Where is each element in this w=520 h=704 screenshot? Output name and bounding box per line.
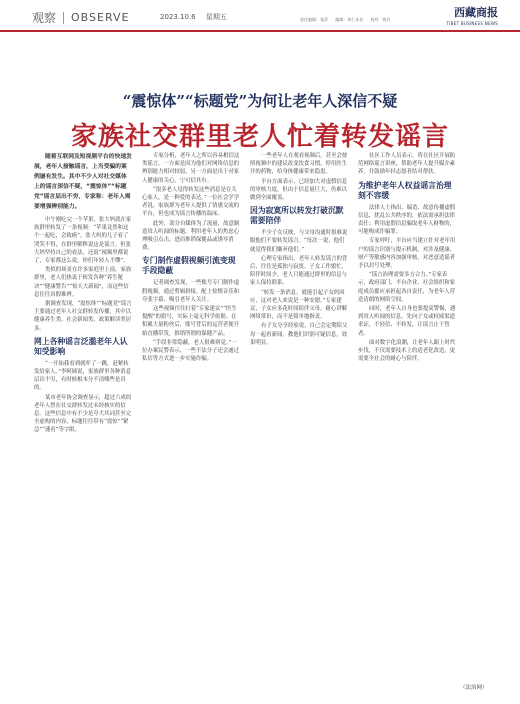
section-name-en: OBSERVE — [71, 11, 130, 24]
date-text: 2023.10.6 — [160, 13, 196, 21]
paragraph: “一开始我看到就吓了一跳，赶紧转发给家人。”李阿姨说，家族群里各种消息层出不穷，有时候根本分不清哪些是真的。 — [34, 360, 132, 392]
paragraph: 不少子女反映，与父母沟通时很难说服他们不要转发谣言。“每次一说，他们就觉得我们嫌弃他们。” — [250, 230, 348, 253]
paragraph: 法律人士指出，编造、故意传播虚假信息，扰乱公共秩序的，依法需承担法律责任；利用虚假信息骗取老年人财物的，可能构成诈骗罪。 — [358, 204, 456, 236]
section-label — [32, 9, 129, 26]
paragraph: 中午刚吃完一个苹果，张大妈就在家族群里转发了一条视频：“苹果竟然和这个一起吃，会致癌”。张大妈的儿子看了哭笑不得，在群里解释说这是谣言。但张大妈坚持自己的看法，还说“视频里都说了，专家都这么说，你们年轻人不懂”。 — [34, 217, 132, 265]
paragraph: 同时，老年人自身也要提高警惕，遇到耸人听闻的信息，先向子女或权威渠道求证，不轻信、不转发，让谣言止于智者。 — [358, 306, 456, 337]
paragraph: 心理专家指出，老年人转发谣言的背后，往往是孤独与寂寞。子女工作繁忙，陪伴时间少，老人只能通过群里的信息与家人保持联系。 — [250, 255, 348, 287]
header-divider — [63, 12, 64, 24]
text-column-1 — [34, 152, 132, 690]
text-column-3 — [250, 152, 348, 690]
paragraph: 一些老年人在观看视频后，甚至会按照视频中的建议改变饮食习惯，停用医生开的药物，给身体健康带来隐患。 — [250, 153, 348, 176]
section-heading: 因为寂寞所以转发打破沉默需要陪伴 — [250, 206, 344, 226]
article-subtitle: “震惊体”“标题党”为何让老年人深信不疑 — [122, 92, 398, 110]
issue-date — [160, 12, 235, 22]
paragraph: 某市老年协会调查显示，超过六成的老年人曾在社交群转发过未经核实的信息。这些信息中有不少是夸大其词甚至完全虚构的内容，标题往往带有“震惊”“紧急”“速看”等字眼。 — [34, 394, 132, 434]
editor-credit: 责任编辑：张萍 — [300, 17, 328, 22]
masthead-title: 西藏商报 — [454, 6, 498, 19]
masthead-subtitle: TIBET BUSINESS NEWS — [446, 21, 498, 26]
article-source: （法治网） — [460, 685, 488, 691]
article-intro: 随着互联网及短视频平台的快速发展，老年人接触谣言，上当受骗的案例屡有发生。其中不少人对社交媒体上的谣言深信不疑，“震惊体”“标题党”谣言层出不穷，专家称：老年人需要增强辨别能力。 — [34, 154, 132, 210]
paragraph: 面对数字化浪潮，让老年人跟上时代步伐，不仅需要技术上的适老化改造，更需要全社会的耐心与陪伴。 — [358, 339, 456, 363]
paragraph: 据调查发现，“震惊体”“标题党”谣言主要通过老年人社交群转发传播，其中以健康养生类、社会新闻类、政策解读类居多。 — [34, 301, 132, 332]
newspaper-masthead — [446, 4, 498, 26]
editor-credit: 编辑：邓仁本友 — [335, 17, 364, 22]
paragraph: 类似的场景在许多家庭里上演。家族群里，老人们热衷于转发各种“养生秘诀”“健康警告”“惊天大新闻”，而这些信息往往真假难辨。 — [34, 267, 132, 298]
paragraph: 社区工作人员表示，将在社区开展防范网络谣言讲座，帮助老年人提升媒介素养，并鼓励年轻志愿者结对帮扶。 — [358, 153, 456, 176]
paragraph: 这些视频往往打着“专家建议”“医生提醒”的旗号，实际上毫无科学依据。在积累大量粉丝后，账号背后的运营者便开始直播带货，推销所谓的保健产品。 — [142, 306, 240, 337]
paragraph: 此外，部分自媒体为了流量，故意制造耸人听闻的标题，利用老年人的焦虑心理吸引点击，进而推销保健品或诱导消费。 — [142, 220, 240, 252]
editor-credits — [300, 17, 397, 23]
editor-credit: 校对：陈丹 — [370, 17, 391, 22]
paragraph: “很多老人觉得转发这些消息是在关心家人，是一种爱的表达。”一位社会学学者说，家族群为老年人提供了情感交流的平台，但也成为谣言传播的温床。 — [142, 186, 240, 218]
section-heading: 网上各种谣言泛滥老年人认知受影响 — [34, 336, 128, 356]
paragraph: 记者调查发现，一些账号专门制作虚假视频，通过剪辑拼接、配上惊悚音乐和夸张字幕，吸引老年人关注。 — [142, 280, 240, 303]
article-headline: 家族社交群里老人忙着转发谣言 — [70, 122, 449, 152]
paragraph: 专家分析，老年人之所以容易相信这类谣言，一方面是因为他们对网络信息的辨别能力相对较弱，另一方面是出于对家人健康的关心，宁可信其有。 — [142, 153, 240, 184]
section-heading: 为维护老年人权益谣言治理刻不容缓 — [358, 180, 452, 200]
text-column-4 — [358, 152, 456, 690]
paragraph: “谣言治理需要多方合力。”专家表示，政府部门、平台企业、社会组织和家庭成员都应承担起各自责任，为老年人营造清朗的网络空间。 — [358, 272, 456, 303]
paragraph: “手段非常隐蔽，老人很难察觉。”一位办案民警表示，一些不法分子还会通过私信等方式进一步实施诈骗。 — [142, 339, 240, 363]
page-header — [0, 0, 520, 32]
paragraph: “转发一条消息，就能引起子女的回应，这对老人来说是一种安慰。”专家建议，子女应多花时间陪伴父母，耐心讲解网络常识，而不是简单地指责。 — [250, 289, 348, 321]
section-heading: 专门制作虚假视频引流变现手段隐蔽 — [142, 256, 236, 276]
weekday-text: 星期五 — [205, 13, 227, 21]
paragraph: 专家呼吁，平台应当建立针对老年用户的谣言识别与提示机制，对涉及健康、财产等敏感内容加强审核，对恶意造谣者予以封号处理。 — [358, 238, 456, 270]
section-name-cn: 观察 — [32, 11, 57, 25]
text-column-2 — [142, 152, 240, 690]
paragraph: 有子女分享经验说，自己会定期陪父母一起看新闻，教他们识别可疑信息，效果明显。 — [250, 323, 348, 346]
paragraph: 平台方面表示，已经加大对虚假信息的审核力度，但由于信息量巨大，仍难以做到全面覆盖。 — [250, 178, 348, 202]
